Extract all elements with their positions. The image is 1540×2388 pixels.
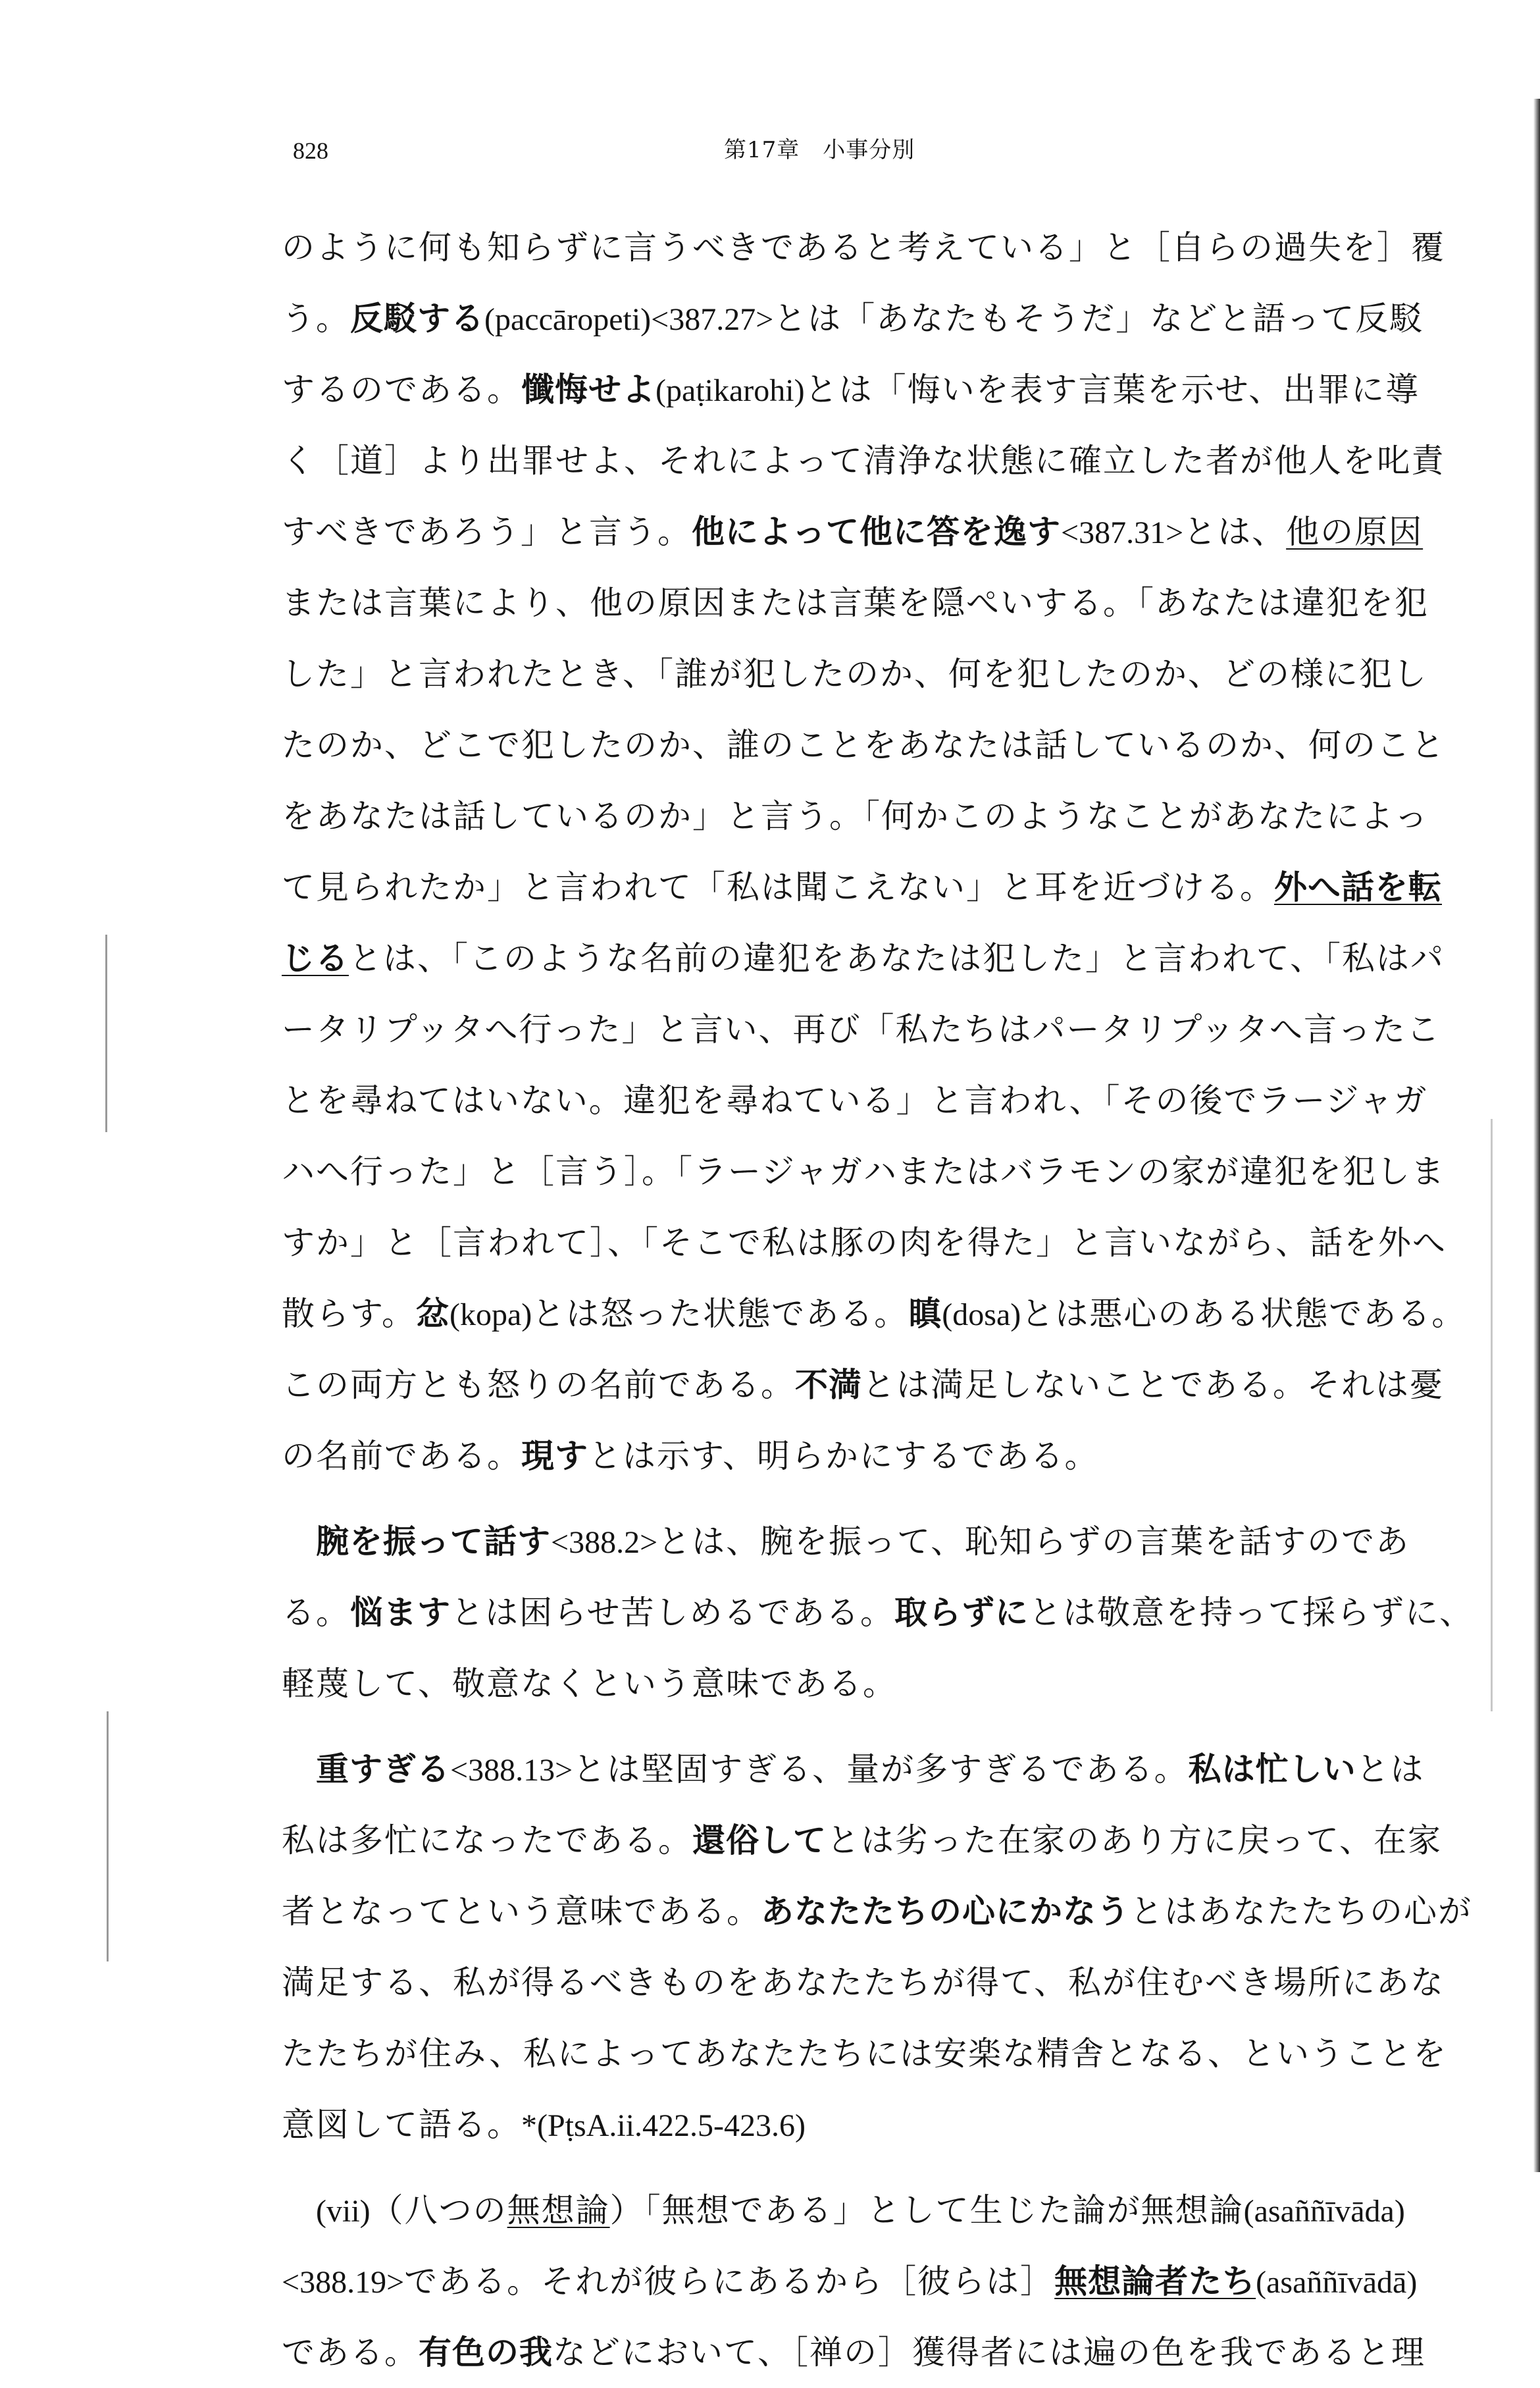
text-line: く［道］より出罪せよ、それによって清浄な状態に確立した者が他人を叱責	[282, 442, 1445, 480]
text-line: ハへ行った」と［言う］。「ラージャガハまたはバラモンの家が違犯を犯しま	[282, 1153, 1445, 1191]
text-line: 軽蔑して、敬意なくという意味である。	[282, 1665, 897, 1703]
text-line: すべきであろう」と言う。他によって他に答を逸す<387.31>とは、他の原因	[282, 513, 1424, 551]
text-line: とを尋ねてはいない。違犯を尋ねている」と言われ、「その後でラージャガ	[282, 1081, 1428, 1120]
text-line: または言葉により、他の原因または言葉を隠ぺいする。「あなたは違犯を犯	[282, 584, 1429, 622]
text-line: 意図して語る。*(PṭsA.ii.422.5-423.6)	[282, 2106, 806, 2144]
text-line: 重すぎる<388.13>とは堅固すぎる、量が多すぎるである。私は忙しいとは	[316, 1750, 1425, 1788]
scan-speck	[1491, 1119, 1493, 1711]
page-number: 828	[293, 138, 328, 164]
running-head: 第17章 小事分別	[724, 137, 915, 163]
text-line: たのか、どこで犯したのか、誰のことをあなたは話しているのか、何のこと	[282, 726, 1445, 764]
text-line: <388.19>である。それが彼らにあるから［彼らは］無想論者たち(asaññīvādā)	[282, 2262, 1418, 2300]
text-line: のように何も知らずに言うべきであると考えている」と［自らの過失を］覆	[282, 228, 1445, 267]
text-line: ータリプッタへ行った」と言い、再び「私たちはパータリプッタへ言ったこ	[282, 1010, 1441, 1049]
text-line: る。悩ますとは困らせ苦しめるである。取らずにとは敬意を持って採らずに、	[282, 1594, 1474, 1632]
text-line: じるとは、「このような名前の違犯をあなたは犯した」と言われて、「私はパ	[282, 939, 1445, 977]
text-line: (vii)（八つの無想論）「無想である」として生じた論が無想論(asaññīvāda)	[316, 2191, 1405, 2229]
text-line: である。有色の我などにおいて、［禅の］獲得者には遍の色を我であると理	[282, 2333, 1425, 2372]
scan-edge	[1533, 99, 1540, 2172]
text-line: 散らす。忿(kopa)とは怒った状態である。瞋(dosa)とは悪心のある状態である。	[282, 1295, 1466, 1333]
text-line: するのである。懺悔せよ(paṭikarohi)とは「悔いを表す言葉を示せ、出罪に導	[282, 371, 1420, 409]
text-line: う。反駁する(paccāropeti)<387.27>とは「あなたもそうだ」などと語って反駁	[282, 299, 1424, 338]
scan-speck	[107, 1711, 109, 1961]
text-line: 腕を振って話す<388.2>とは、腕を振って、恥知らずの言葉を話すのであ	[316, 1522, 1410, 1561]
body-text	[282, 212, 1474, 2388]
text-line: 満足する、私が得るべきものをあなたたちが得て、私が住むべき場所にあな	[282, 1963, 1445, 2002]
text-line: の名前である。現すとは示す、明らかにするである。	[282, 1437, 1099, 1475]
text-line: 私は多忙になったである。還俗してとは劣った在家のあり方に戻って、在家	[282, 1821, 1442, 1859]
text-line: たたちが住み、私によってあなたたちには安楽な精舎となる、ということを	[282, 2035, 1447, 2073]
text-line: すか」と［言われて］、「そこで私は豚の肉を得た」と言いながら、話を外へ	[282, 1224, 1447, 1262]
text-line: した」と言われたとき、「誰が犯したのか、何を犯したのか、どの様に犯し	[282, 655, 1427, 693]
text-line: て見られたか」と言われて「私は聞こえない」と耳を近づける。外へ話を転	[282, 868, 1442, 906]
text-line: をあなたは話しているのか」と言う。「何かこのようなことがあなたによっ	[282, 797, 1429, 835]
scan-speck	[105, 935, 107, 1132]
text-line: この両方とも怒りの名前である。不満とは満足しないことである。それは憂	[282, 1366, 1444, 1404]
text-line: 者となってという意味である。あなたたちの心にかなうとはあなたたちの心が	[282, 1892, 1472, 1931]
